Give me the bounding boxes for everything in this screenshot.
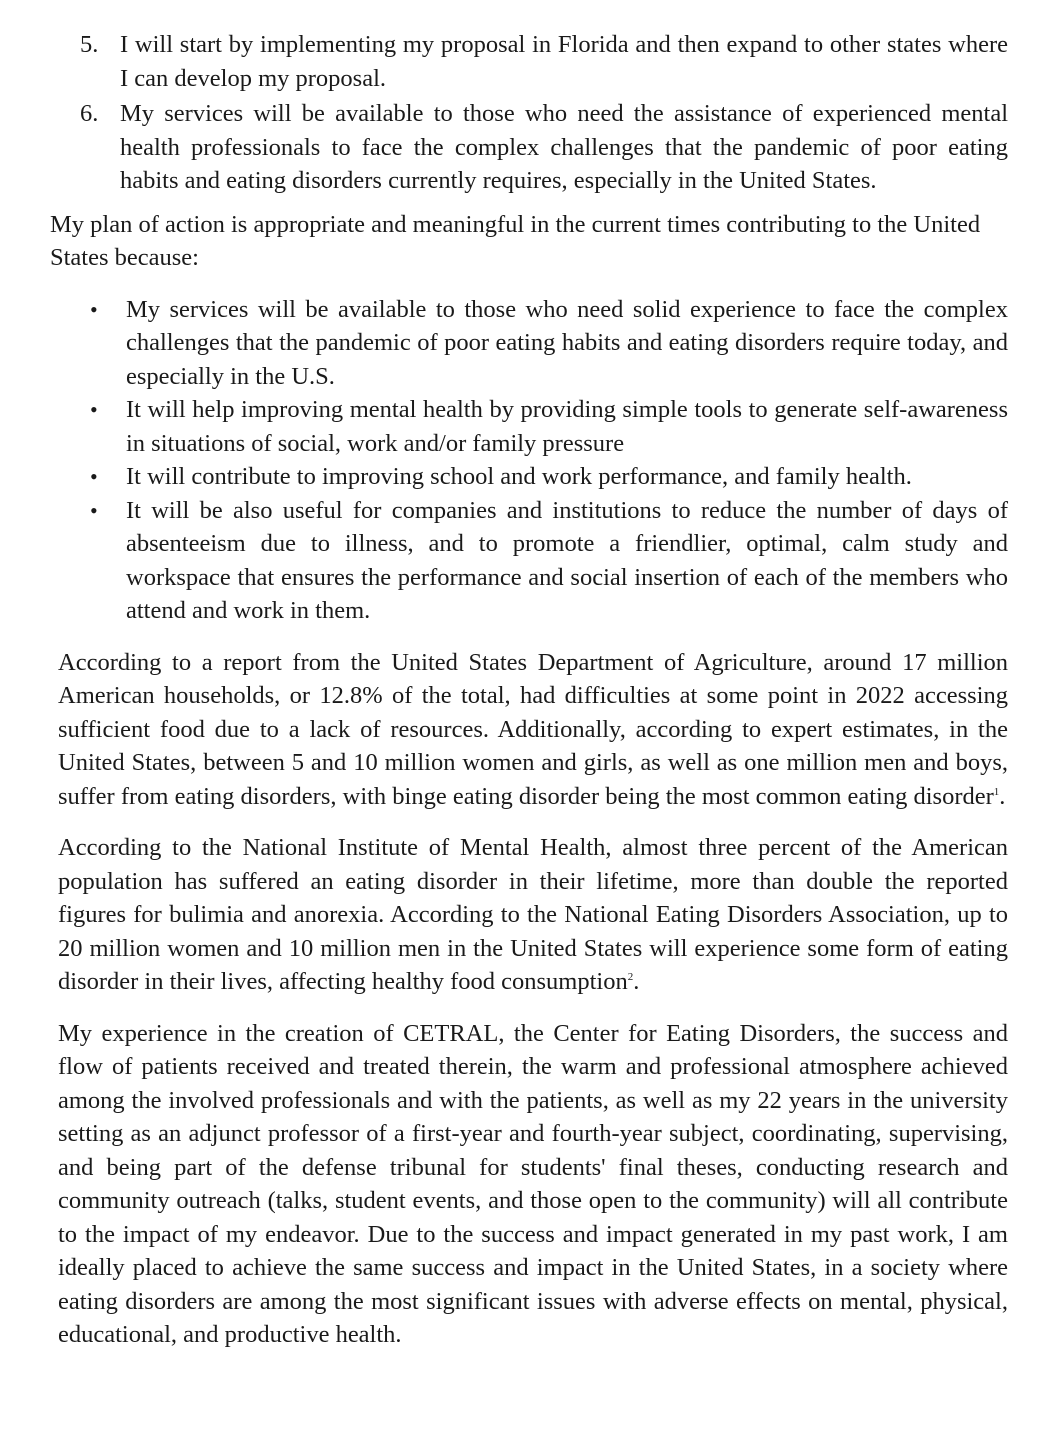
item-number: 6. <box>80 100 99 127</box>
bullet-icon: • <box>90 464 98 489</box>
nimh-paragraph <box>50 831 1008 999</box>
usda-text: According to a report from the United States Department of Agriculture, around 17 million American households, or 12.8% of the total, had difficulties at some point in 2022 accessing sufficient food due to a lack of resources. Additionally, according to expert estimates, in the United States, between 5 and 10 million women and girls, as well as one million men and boys, suffer from eating disorders, with binge eating disorder being the most common eating disorder <box>58 648 1008 810</box>
item-number: 5. <box>80 31 99 58</box>
item-text: I will start by implementing my proposal in Florida and then expand to other states where I can develop my proposal. <box>120 31 1008 92</box>
numbered-item <box>50 28 1008 95</box>
bullet-item <box>50 293 1008 394</box>
numbered-list <box>50 28 1008 198</box>
bullet-item <box>50 393 1008 460</box>
bullet-icon: • <box>90 497 98 523</box>
footnote-marker: 1 <box>993 785 1000 798</box>
bullet-icon: • <box>90 397 98 422</box>
intro-paragraph: My plan of action is appropriate and meaningful in the current times contributing to the United States because: <box>50 210 981 271</box>
numbered-item <box>50 97 1008 198</box>
item-text: My services will be available to those who need the assistance of experienced mental health professionals to face the complex challenges that the pandemic of poor eating habits and eating disorders currently requires, especially in the United States. <box>120 100 1008 194</box>
bullet-list <box>50 293 1008 628</box>
bullet-text: It will help improving mental health by providing simple tools to generate self-awareness in situations of social, work and/or family pressure <box>126 396 1008 457</box>
bullet-item <box>50 494 1008 628</box>
nimh-text: According to the National Institute of Mental Health, almost three percent of the American population has suffered an eating disorder in their lifetime, more than double the reported figures for bulimia and anorexia. According to the National Eating Disorders Association, up to 20 million women and 10 million men in the United States will experience some form of eating disorder in their lives, affecting healthy food consumption <box>58 834 1008 995</box>
usda-paragraph <box>50 646 1008 814</box>
bullet-item <box>50 460 1008 494</box>
bullet-text: It will contribute to improving school and work performance, and family health. <box>126 463 912 490</box>
bullet-icon: • <box>90 296 98 322</box>
experience-paragraph: My experience in the creation of CETRAL, the Center for Eating Disorders, the success and flow of patients received and treated therein, the warm and professional atmosphere achieved among the involved professionals and with the patients, as well as my 22 years in the university setting as an adjunct professor of a first-year and fourth-year subject, coordinating, supervising, and being part of the defense tribunal for students' final theses, conducting research and community outreach (talks, student events, and those open to the community) will all contribute to the impact of my endeavor. Due to the success and impact generated in my past work, I am ideally placed to achieve the same success and impact in the United States, in a society where eating disorders are among the most significant issues with adverse effects on mental, physical, educational, and productive health. <box>58 1019 1008 1348</box>
bullet-text: It will be also useful for companies and institutions to reduce the number of days of absenteeism due to illness, and to promote a friendlier, optimal, calm study and workspace that ensures the performance and social insertion of each of the members who attend and work in them. <box>126 496 1008 624</box>
footnote-marker: 2 <box>627 970 634 983</box>
nimh-end: . <box>633 968 640 995</box>
usda-end: . <box>999 782 1006 810</box>
bullet-text: My services will be available to those who need solid experience to face the complex challenges that the pandemic of poor eating habits and eating disorders require today, and especially in the U.S. <box>126 295 1008 390</box>
